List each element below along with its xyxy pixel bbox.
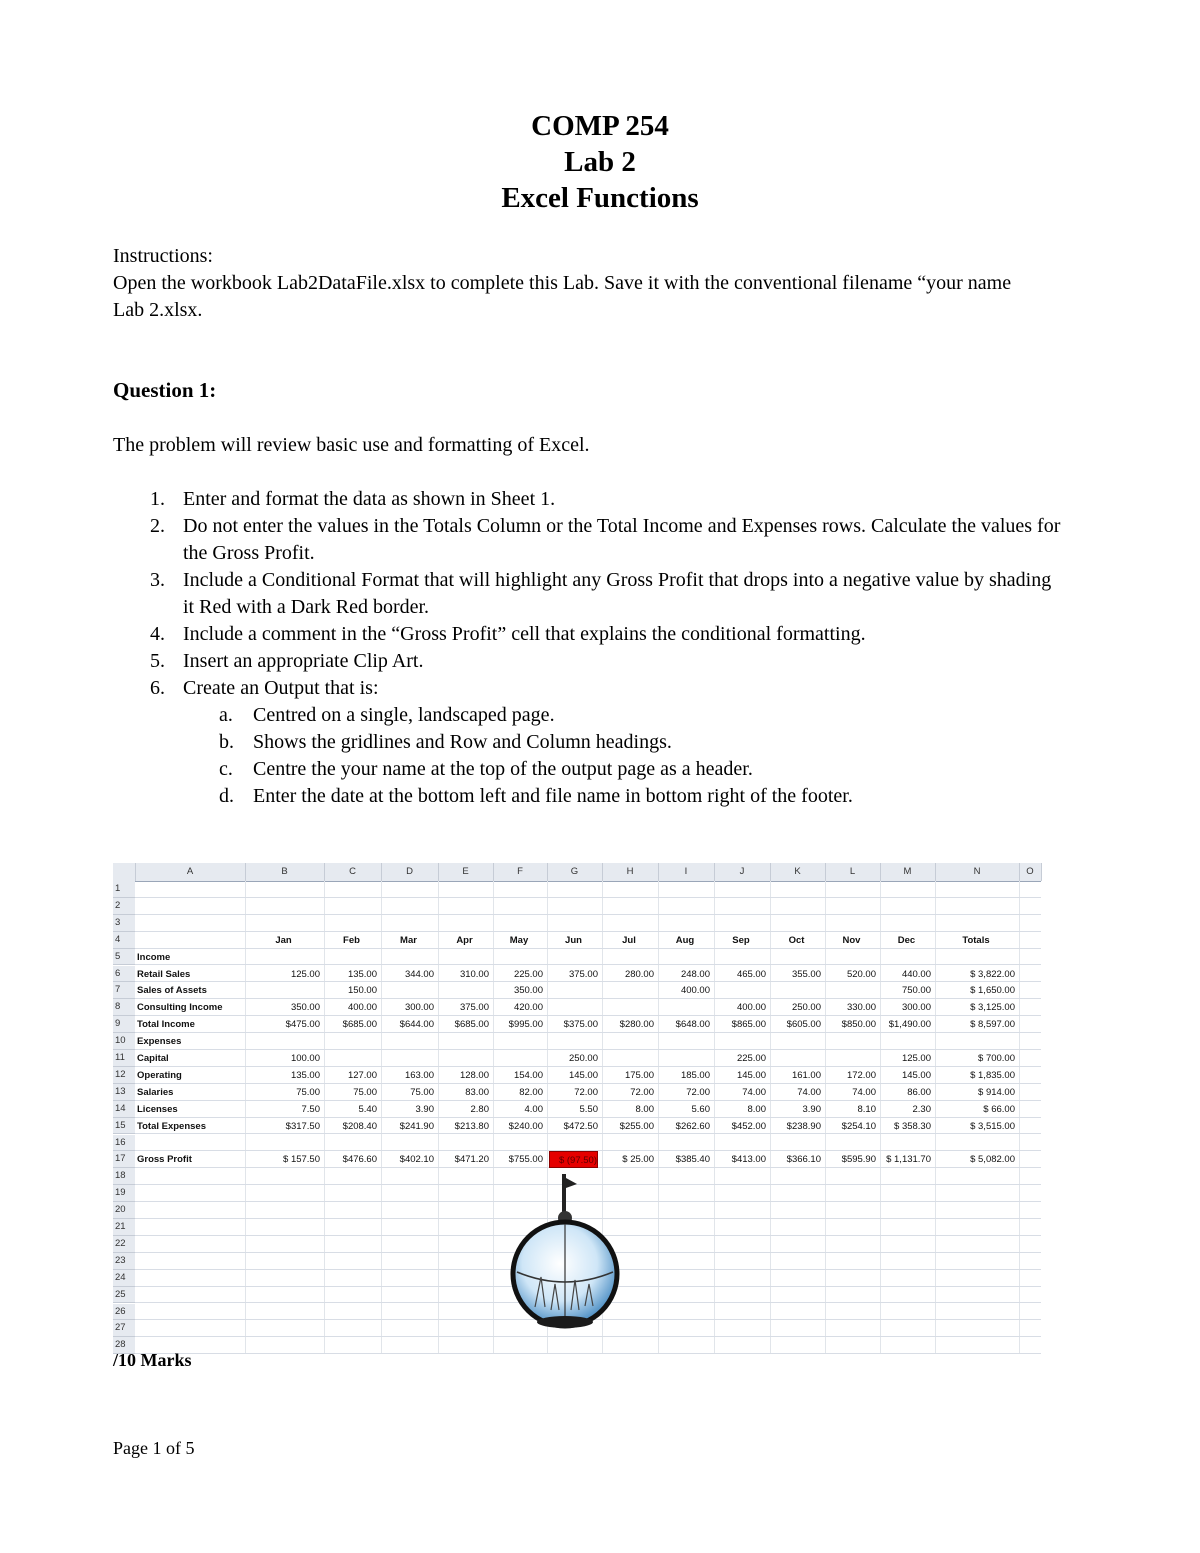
topic-title: Excel Functions bbox=[501, 182, 699, 214]
sheet-row bbox=[135, 881, 1041, 898]
data-cell: $ 8,597.00 bbox=[970, 1019, 1015, 1031]
row-header: 9 bbox=[113, 1016, 135, 1033]
month-header: Jul bbox=[622, 934, 636, 946]
data-cell: 74.00 bbox=[852, 1086, 876, 1098]
data-cell: $241.90 bbox=[399, 1120, 434, 1132]
sheet-row bbox=[135, 1135, 1041, 1152]
month-header: May bbox=[509, 934, 529, 946]
data-cell: 355.00 bbox=[791, 968, 821, 980]
marks-label: /10 Marks bbox=[113, 1350, 192, 1370]
row-header: 23 bbox=[113, 1253, 135, 1270]
data-cell: 75.00 bbox=[410, 1086, 434, 1098]
data-cell: 330.00 bbox=[846, 1002, 876, 1014]
month-header: Jan bbox=[275, 934, 292, 946]
data-cell: 8.10 bbox=[857, 1103, 876, 1115]
data-cell: $ 66.00 bbox=[983, 1103, 1015, 1115]
substep-text: Enter the date at the bottom left and file name in bottom right of the footer. bbox=[253, 785, 853, 807]
row-header: 4 bbox=[113, 932, 135, 949]
step-number: 6. bbox=[150, 677, 165, 699]
column-header: H bbox=[602, 863, 659, 881]
data-cell: 128.00 bbox=[459, 1069, 489, 1081]
data-cell: $644.00 bbox=[399, 1019, 434, 1031]
month-header: Mar bbox=[400, 934, 417, 946]
data-cell: 145.00 bbox=[736, 1069, 766, 1081]
step-text: Create an Output that is: bbox=[183, 677, 379, 699]
row-header: 27 bbox=[113, 1320, 135, 1337]
column-header: O bbox=[1019, 863, 1042, 881]
steps-list bbox=[113, 486, 1063, 810]
data-cell: $ 1,131.70 bbox=[886, 1154, 931, 1166]
month-header: Sep bbox=[732, 934, 750, 946]
column-header: C bbox=[324, 863, 382, 881]
row-label: Capital bbox=[137, 1053, 169, 1064]
step-item bbox=[113, 675, 1063, 810]
row-header: 24 bbox=[113, 1270, 135, 1287]
sheet-row bbox=[135, 949, 1041, 966]
data-cell: $262.60 bbox=[675, 1120, 710, 1132]
data-cell: 344.00 bbox=[404, 968, 434, 980]
row-label: Operating bbox=[137, 1069, 182, 1081]
data-cell: $ 5,082.00 bbox=[970, 1154, 1015, 1166]
step-item bbox=[113, 621, 1063, 648]
step-item bbox=[113, 513, 1063, 567]
month-header: Feb bbox=[343, 934, 360, 946]
substep-item bbox=[183, 756, 1063, 783]
question-title: Question 1: bbox=[113, 378, 217, 402]
data-cell: $375.00 bbox=[563, 1019, 598, 1031]
data-cell: $413.00 bbox=[731, 1154, 766, 1166]
data-cell: 154.00 bbox=[513, 1069, 543, 1081]
data-cell: 400.00 bbox=[347, 1002, 377, 1014]
row-label: Gross Profit bbox=[137, 1154, 192, 1166]
data-cell: $476.60 bbox=[342, 1154, 377, 1166]
data-cell: $471.20 bbox=[454, 1154, 489, 1166]
data-cell: 310.00 bbox=[459, 968, 489, 980]
data-cell: 82.00 bbox=[519, 1086, 543, 1098]
row-header: 6 bbox=[113, 966, 135, 983]
row-header: 1 bbox=[113, 881, 135, 898]
negative-profit-cell: $ (97.50) bbox=[549, 1151, 598, 1168]
page-footer: Page 1 of 5 bbox=[113, 1438, 195, 1458]
column-header: G bbox=[547, 863, 603, 881]
substep-item bbox=[183, 729, 1063, 756]
data-cell: 72.00 bbox=[686, 1086, 710, 1098]
row-header: 22 bbox=[113, 1236, 135, 1253]
data-cell: 150.00 bbox=[347, 985, 377, 997]
column-header: F bbox=[493, 863, 548, 881]
sheet-row bbox=[135, 898, 1041, 915]
substep-letter: a. bbox=[219, 704, 233, 726]
instructions-body: Open the workbook Lab2DataFile.xlsx to complete this Lab. Save it with the conventional filename “your name Lab 2.xlsx. bbox=[113, 272, 1012, 321]
step-text: Insert an appropriate Clip Art. bbox=[183, 650, 424, 672]
month-header: Aug bbox=[675, 934, 695, 946]
data-cell: 185.00 bbox=[680, 1069, 710, 1081]
substeps-list bbox=[183, 702, 1063, 810]
data-cell: $280.00 bbox=[619, 1019, 654, 1031]
data-cell: $ 157.50 bbox=[283, 1154, 320, 1166]
data-cell: $648.00 bbox=[675, 1019, 710, 1031]
step-item bbox=[113, 486, 1063, 513]
data-cell: $ 358.30 bbox=[894, 1120, 931, 1132]
data-cell: 2.80 bbox=[470, 1103, 489, 1115]
data-cell: 400.00 bbox=[680, 985, 710, 997]
substep-item bbox=[183, 783, 1063, 810]
data-cell: $ 3,125.00 bbox=[970, 1002, 1015, 1014]
select-all-corner bbox=[113, 863, 136, 881]
substep-item bbox=[183, 702, 1063, 729]
column-header: D bbox=[381, 863, 439, 881]
data-cell: 248.00 bbox=[680, 968, 710, 980]
data-cell: 350.00 bbox=[513, 985, 543, 997]
substep-letter: d. bbox=[219, 785, 234, 807]
data-cell: 8.00 bbox=[747, 1103, 766, 1115]
data-cell: 3.90 bbox=[802, 1103, 821, 1115]
column-header: B bbox=[245, 863, 325, 881]
data-cell: 375.00 bbox=[568, 968, 598, 980]
data-cell: 375.00 bbox=[459, 1002, 489, 1014]
row-label: Licenses bbox=[137, 1103, 178, 1115]
data-cell: $452.00 bbox=[731, 1120, 766, 1132]
row-label: Income bbox=[137, 951, 171, 963]
data-cell: 172.00 bbox=[846, 1069, 876, 1081]
data-cell: $605.00 bbox=[786, 1019, 821, 1031]
data-cell: $ 1,650.00 bbox=[970, 985, 1015, 997]
sheet-row bbox=[135, 1033, 1041, 1050]
sheet-row bbox=[135, 915, 1041, 932]
data-cell: 465.00 bbox=[736, 968, 766, 980]
row-label: Sales of Assets bbox=[137, 985, 207, 997]
data-cell: 175.00 bbox=[624, 1069, 654, 1081]
row-header: 3 bbox=[113, 915, 135, 932]
data-cell: 280.00 bbox=[624, 968, 654, 980]
substep-text: Shows the gridlines and Row and Column headings. bbox=[253, 731, 672, 753]
row-header: 19 bbox=[113, 1185, 135, 1202]
data-cell: 300.00 bbox=[404, 1002, 434, 1014]
data-cell: 72.00 bbox=[630, 1086, 654, 1098]
step-text: Include a Conditional Format that will highlight any Gross Profit that drops into a negative value by shading it Red with a Dark Red border. bbox=[183, 569, 1052, 618]
step-item bbox=[113, 567, 1063, 621]
data-cell: 400.00 bbox=[736, 1002, 766, 1014]
data-cell: 225.00 bbox=[736, 1053, 766, 1064]
data-cell: 250.00 bbox=[568, 1053, 598, 1064]
month-header: Apr bbox=[456, 934, 473, 946]
data-cell: $755.00 bbox=[508, 1154, 543, 1166]
column-header: I bbox=[658, 863, 715, 881]
data-cell: 135.00 bbox=[290, 1069, 320, 1081]
substep-letter: b. bbox=[219, 731, 234, 753]
data-cell: 86.00 bbox=[907, 1086, 931, 1098]
data-cell: $238.90 bbox=[786, 1120, 821, 1132]
data-cell: 8.00 bbox=[635, 1103, 654, 1115]
data-cell: 225.00 bbox=[513, 968, 543, 980]
step-item bbox=[113, 648, 1063, 675]
data-cell: $475.00 bbox=[285, 1019, 320, 1031]
data-cell: 163.00 bbox=[404, 1069, 434, 1081]
row-header: 7 bbox=[113, 982, 135, 999]
month-header: Oct bbox=[788, 934, 805, 946]
data-cell: $850.00 bbox=[841, 1019, 876, 1031]
row-header: 8 bbox=[113, 999, 135, 1016]
data-cell: 100.00 bbox=[290, 1053, 320, 1064]
data-cell: 5.60 bbox=[691, 1103, 710, 1115]
data-cell: 125.00 bbox=[901, 1053, 931, 1064]
month-header: Nov bbox=[842, 934, 861, 946]
step-number: 4. bbox=[150, 623, 165, 645]
row-label: Expenses bbox=[137, 1036, 182, 1048]
data-cell: $402.10 bbox=[399, 1154, 434, 1166]
instructions-label: Instructions: bbox=[113, 245, 213, 267]
data-cell: 3.90 bbox=[415, 1103, 434, 1115]
data-cell: 74.00 bbox=[742, 1086, 766, 1098]
data-cell: 83.00 bbox=[465, 1086, 489, 1098]
row-label: Consulting Income bbox=[137, 1002, 223, 1014]
data-cell: 72.00 bbox=[574, 1086, 598, 1098]
data-cell: 145.00 bbox=[901, 1069, 931, 1081]
data-cell: 161.00 bbox=[791, 1069, 821, 1081]
data-cell: $685.00 bbox=[342, 1019, 377, 1031]
step-number: 5. bbox=[150, 650, 165, 672]
data-cell: 5.50 bbox=[579, 1103, 598, 1115]
step-text: Do not enter the values in the Totals Column or the Total Income and Expenses rows. Calculate the values for the Gross Profit. bbox=[183, 515, 1061, 564]
row-label: Retail Sales bbox=[137, 968, 191, 980]
step-number: 2. bbox=[150, 515, 165, 537]
data-cell: 2.30 bbox=[912, 1103, 931, 1115]
row-label: Total Income bbox=[137, 1019, 195, 1031]
row-header: 12 bbox=[113, 1067, 135, 1084]
data-cell: $385.40 bbox=[675, 1154, 710, 1166]
data-cell: $ 1,835.00 bbox=[970, 1069, 1015, 1081]
row-header: 16 bbox=[113, 1135, 135, 1152]
data-cell: $255.00 bbox=[619, 1120, 654, 1132]
row-header: 15 bbox=[113, 1118, 135, 1135]
data-cell: 4.00 bbox=[524, 1103, 543, 1115]
data-cell: $1,490.00 bbox=[888, 1019, 931, 1031]
data-cell: $995.00 bbox=[508, 1019, 543, 1031]
row-header: 13 bbox=[113, 1084, 135, 1101]
data-cell: $685.00 bbox=[454, 1019, 489, 1031]
month-header: Dec bbox=[897, 934, 916, 946]
data-cell: 7.50 bbox=[301, 1103, 320, 1115]
data-cell: 440.00 bbox=[901, 968, 931, 980]
data-cell: $254.10 bbox=[841, 1120, 876, 1132]
step-text: Include a comment in the “Gross Profit” cell that explains the conditional formatting. bbox=[183, 623, 866, 645]
data-cell: 750.00 bbox=[901, 985, 931, 997]
column-header: E bbox=[438, 863, 494, 881]
substep-text: Centred on a single, landscaped page. bbox=[253, 704, 555, 726]
data-cell: 74.00 bbox=[797, 1086, 821, 1098]
row-header: 11 bbox=[113, 1050, 135, 1067]
column-header: J bbox=[714, 863, 771, 881]
column-header: A bbox=[135, 863, 246, 881]
data-cell: $595.90 bbox=[841, 1154, 876, 1166]
step-number: 3. bbox=[150, 569, 165, 591]
month-header: Jun bbox=[565, 934, 582, 946]
row-header: 21 bbox=[113, 1219, 135, 1236]
row-header: 17 bbox=[113, 1151, 135, 1168]
data-cell: $366.10 bbox=[786, 1154, 821, 1166]
data-cell: $ 3,822.00 bbox=[970, 968, 1015, 980]
column-header: L bbox=[825, 863, 881, 881]
data-cell: $317.50 bbox=[285, 1120, 320, 1132]
data-cell: 145.00 bbox=[568, 1069, 598, 1081]
row-header: 28 bbox=[113, 1337, 135, 1354]
data-cell: $ 700.00 bbox=[978, 1053, 1015, 1064]
column-header: M bbox=[880, 863, 936, 881]
data-cell: $213.80 bbox=[454, 1120, 489, 1132]
data-cell: 75.00 bbox=[296, 1086, 320, 1098]
data-cell: 75.00 bbox=[353, 1086, 377, 1098]
substep-letter: c. bbox=[219, 758, 233, 780]
row-label: Salaries bbox=[137, 1086, 174, 1098]
data-cell: 250.00 bbox=[791, 1002, 821, 1014]
data-cell: 300.00 bbox=[901, 1002, 931, 1014]
data-cell: 127.00 bbox=[347, 1069, 377, 1081]
month-header: Totals bbox=[962, 934, 990, 946]
row-header: 2 bbox=[113, 898, 135, 915]
column-header-row bbox=[113, 863, 1041, 882]
data-cell: 125.00 bbox=[290, 968, 320, 980]
row-header: 26 bbox=[113, 1304, 135, 1321]
column-header: N bbox=[935, 863, 1020, 881]
data-cell: $208.40 bbox=[342, 1120, 377, 1132]
data-cell: 135.00 bbox=[347, 968, 377, 980]
step-text: Enter and format the data as shown in Sheet 1. bbox=[183, 488, 556, 510]
data-cell: 420.00 bbox=[513, 1002, 543, 1014]
data-cell: $865.00 bbox=[731, 1019, 766, 1031]
course-title: COMP 254 bbox=[531, 110, 669, 142]
data-cell: 520.00 bbox=[846, 968, 876, 980]
data-cell: $472.50 bbox=[563, 1120, 598, 1132]
row-header: 14 bbox=[113, 1101, 135, 1118]
substep-text: Centre the your name at the top of the output page as a header. bbox=[253, 758, 753, 780]
data-cell: $ 25.00 bbox=[622, 1154, 654, 1166]
row-header: 5 bbox=[113, 949, 135, 966]
globe-clipart-icon bbox=[505, 1172, 625, 1347]
step-number: 1. bbox=[150, 488, 165, 510]
data-cell: $ 914.00 bbox=[978, 1086, 1015, 1098]
data-cell: $240.00 bbox=[508, 1120, 543, 1132]
row-header: 10 bbox=[113, 1033, 135, 1050]
row-header: 20 bbox=[113, 1202, 135, 1219]
data-cell: $ 3,515.00 bbox=[970, 1120, 1015, 1132]
data-cell: 5.40 bbox=[358, 1103, 377, 1115]
data-cell: 350.00 bbox=[290, 1002, 320, 1014]
lab-title: Lab 2 bbox=[564, 146, 636, 178]
row-header: 18 bbox=[113, 1168, 135, 1185]
question-intro: The problem will review basic use and formatting of Excel. bbox=[113, 434, 590, 456]
column-header: K bbox=[770, 863, 826, 881]
row-label: Total Expenses bbox=[137, 1120, 206, 1132]
row-header: 25 bbox=[113, 1287, 135, 1304]
